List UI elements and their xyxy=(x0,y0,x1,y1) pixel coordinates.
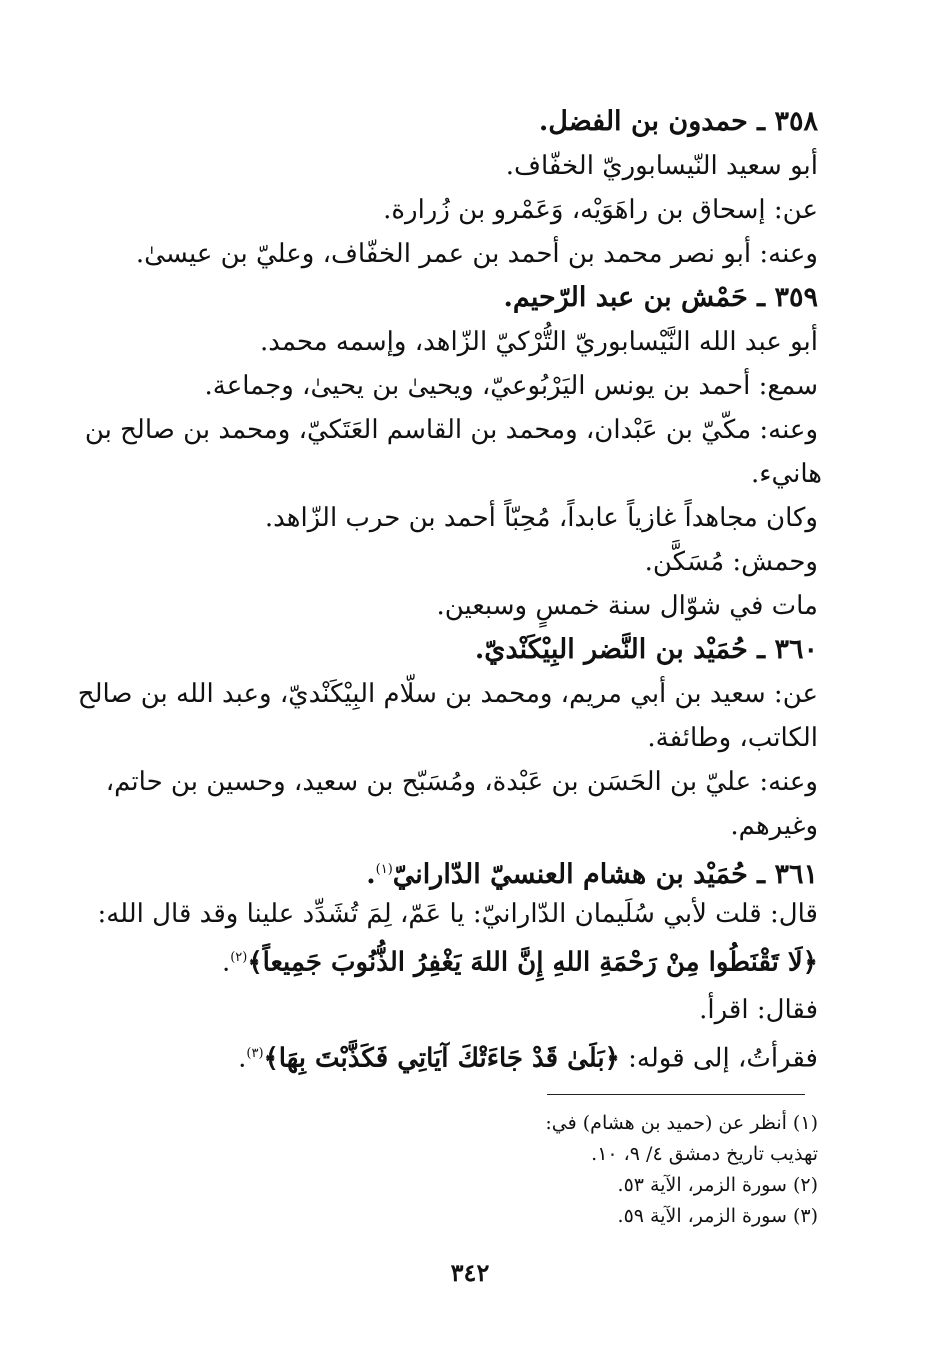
quote-end: . xyxy=(221,947,231,978)
heading-text: ٣٦١ ـ حُمَيْد بن هشام العنسيّ الدّارانيّ xyxy=(392,859,818,890)
footnote-line: (٣) سورة الزمر، الآية ٥٩. xyxy=(617,1205,818,1227)
entry-heading: ٣٦٠ ـ حُمَيْد بن النَّضر البِيْكَنْديّ. xyxy=(474,634,818,665)
text-line: مات في شوّال سنة خمسٍ وسبعين. xyxy=(436,591,818,621)
text-line: أبو سعيد النّيسابوريّ الخفّاف. xyxy=(505,151,818,181)
text-line: وكان مجاهداً غازياً عابداً، مُحِبّاً أحمد بن حرب الزّاهد. xyxy=(264,503,818,533)
footnotes xyxy=(400,1108,818,1232)
text-line: عن: سعيد بن أبي مريم، ومحمد بن سلّام البِيْكَنْديّ، وعبد الله بن صالح xyxy=(77,679,818,709)
main-text xyxy=(77,100,822,1076)
text-line: فقال: اقرأ. xyxy=(699,995,818,1025)
footnote-marker: (٣) xyxy=(246,1046,264,1061)
footnote-marker: (٢) xyxy=(230,950,248,965)
line-start: فقرأتُ، إلى قوله: xyxy=(619,1043,818,1074)
footnote-line: تهذيب تاريخ دمشق ٤/ ٩، ١٠. xyxy=(591,1143,818,1165)
quran-quote: ﴿بَلَىٰ قَدْ جَاءَتْكَ آيَاتِي فَكَذَّبْتَ بِهَا﴾ xyxy=(263,1043,620,1074)
text-line: وغيرهم. xyxy=(730,811,818,841)
page-number: ٣٤٢ xyxy=(450,1258,490,1287)
footnote-line: (١) أنظر عن (حميد بن هشام) في: xyxy=(545,1112,818,1134)
text-line: قال: قلت لأبي سُلَيمان الدّارانيّ: يا عَمّ، لِمَ تُشَدِّد علينا وقد قال الله: xyxy=(97,899,818,929)
text-line: أبو عبد الله النَّيْسابوريّ التُّرْكيّ الزّاهد، وإسمه محمد. xyxy=(259,327,818,357)
text-line: سمع: أحمد بن يونس اليَرْبُوعيّ، ويحيىٰ بن يحيىٰ، وجماعة. xyxy=(204,371,818,401)
text-line: وعنه: مكّيّ بن عَبْدان، ومحمد بن القاسم العَتَكيّ، ومحمد بن صالح بن xyxy=(84,415,818,445)
text-line: وحمش: مُسَكَّن. xyxy=(644,547,818,577)
quran-line xyxy=(100,936,818,980)
text-line: هانيء. xyxy=(750,459,822,489)
text-line: عن: إسحاق بن راهَوَيْه، وَعَمْرو بن زُرارة. xyxy=(383,195,818,225)
footnote-line: (٢) سورة الزمر، الآية ٥٣. xyxy=(617,1174,818,1196)
text-line: الكاتب، وطائفة. xyxy=(647,723,818,753)
quran-quote: ﴿لَا تَقْنَطُوا مِنْ رَحْمَةِ اللهِ إِنَّ اللهَ يَغْفِرُ الذُّنُوبَ جَمِيعاً﴾ xyxy=(247,947,818,978)
text-line: وعنه: أبو نصر محمد بن أحمد بن عمر الخفّاف، وعليّ بن عيسىٰ. xyxy=(135,239,818,269)
heading-end: . xyxy=(366,859,376,890)
quran-line xyxy=(100,1032,818,1076)
quote-end: . xyxy=(238,1043,247,1074)
footnote-separator xyxy=(547,1094,805,1095)
footnote-marker: (١) xyxy=(375,862,393,877)
entry-heading: ٣٥٨ ـ حمدون بن الفضل. xyxy=(538,106,818,137)
entry-heading xyxy=(100,848,818,892)
entry-heading: ٣٥٩ ـ حَمْش بن عبد الرّحيم. xyxy=(503,282,818,313)
text-line: وعنه: عليّ بن الحَسَن بن عَبْدة، ومُسَبّح بن سعيد، وحسين بن حاتم، xyxy=(105,767,818,797)
